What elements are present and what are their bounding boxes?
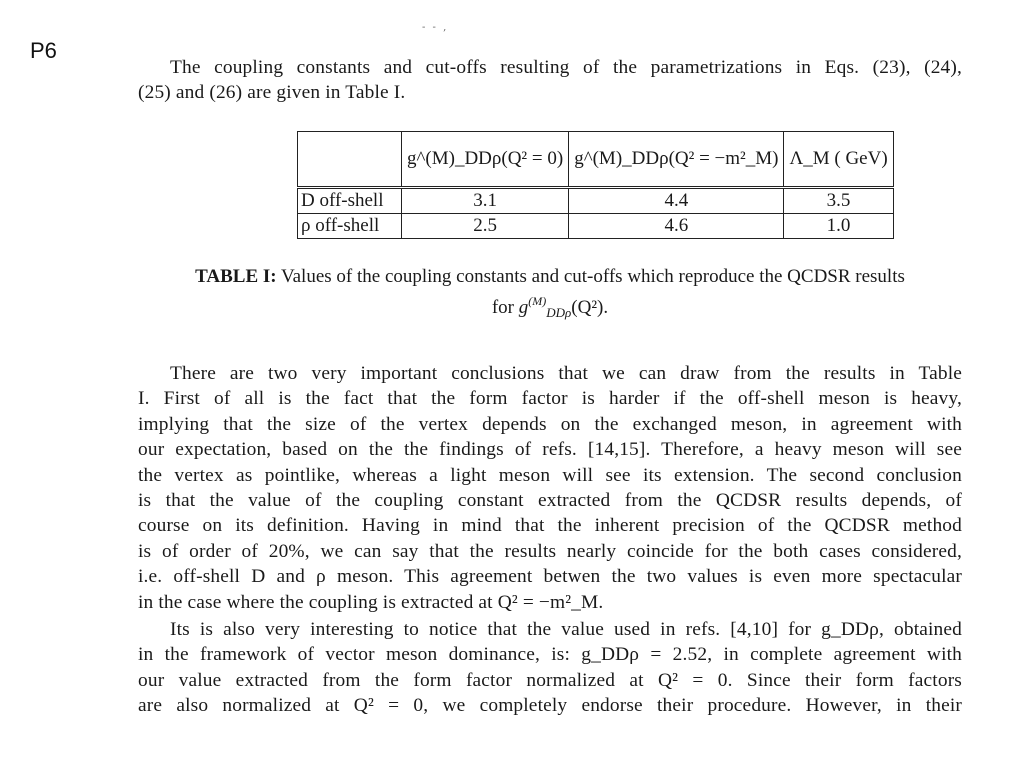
col-header-lambda: Λ_M ( GeV) [784, 132, 893, 188]
cell-g0: 3.1 [402, 188, 569, 214]
body-line: our value extracted from the form factor normalized at Q² = 0. Since their form factors [138, 669, 962, 691]
cell-lambda: 1.0 [784, 214, 893, 239]
coupling-table [297, 131, 894, 239]
col-header-gm: g^(M)_DDρ(Q² = −m²_M) [569, 132, 784, 188]
cell-gm: 4.6 [569, 214, 784, 239]
intro-line-2: (25) and (26) are given in Table I. [138, 82, 406, 104]
body-line: the vertex as pointlike, whereas a light meson will see its extension. The second conclusion [138, 464, 962, 486]
row-label: D off-shell [298, 188, 402, 214]
table-row [298, 214, 894, 239]
table-corner-cell [298, 132, 402, 188]
body-line: in the framework of vector meson dominance, is: g_DDρ = 2.52, in complete agreement with [138, 644, 962, 666]
intro-line-1: The coupling constants and cut-offs resulting of the parametrizations in Eqs. (23), (24), [170, 57, 962, 78]
cell-g0: 2.5 [402, 214, 569, 239]
body-line: is of order of 20%, we can say that the results nearly coincide for the both cases considered, [138, 540, 962, 562]
col-header-g0: g^(M)_DDρ(Q² = 0) [402, 132, 569, 188]
conclusions-paragraph [138, 361, 962, 615]
body-line: i.e. off-shell D and ρ meson. This agreement betwen the two values is even more spectacular [138, 566, 962, 588]
body-line: Its is also very interesting to notice that the value used in refs. [4,10] for g_DDρ, obtained [170, 619, 962, 640]
row-label: ρ off-shell [298, 214, 402, 239]
table-caption [150, 264, 950, 325]
caption-label: TABLE I: [195, 266, 277, 287]
header-fragment: - - , [422, 22, 449, 33]
body-line: implying that the size of the vertex depends on the exchanged meson, in agreement with [138, 413, 962, 435]
table-row [298, 188, 894, 214]
body-line: course on its definition. Having in mind that the inherent precision of the QCDSR method [138, 515, 962, 537]
intro-paragraph [138, 55, 962, 106]
cell-lambda: 3.5 [784, 188, 893, 214]
caption-text-2-prefix: for [491, 297, 519, 318]
caption-symbol: $g^{(M)}_{DD\rho}$ [518, 294, 572, 320]
body-line: is that the value of the coupling constant extracted from the QCDSR results depends, of [138, 490, 962, 512]
caption-text-1: Values of the coupling constants and cut-offs which reproduce the QCDSR results [276, 266, 905, 287]
body-line: our expectation, based on the the findings of refs. [14,15]. Therefore, a heavy meson will see [138, 439, 962, 461]
vmd-paragraph [138, 617, 962, 719]
body-line: are also normalized at Q² = 0, we completely endorse their procedure. However, in their [138, 695, 962, 717]
body-line: in the case where the coupling is extracted at Q² = −m²_M. [138, 591, 604, 613]
body-line: I. First of all is the fact that the form factor is harder if the off-shell meson is heavy, [138, 388, 962, 410]
caption-text-2-suffix: (Q²). [571, 297, 609, 318]
page-tag: P6 [30, 38, 57, 63]
body-line: There are two very important conclusions that we can draw from the results in Table [170, 363, 962, 384]
cell-gm: 4.4 [569, 188, 784, 214]
